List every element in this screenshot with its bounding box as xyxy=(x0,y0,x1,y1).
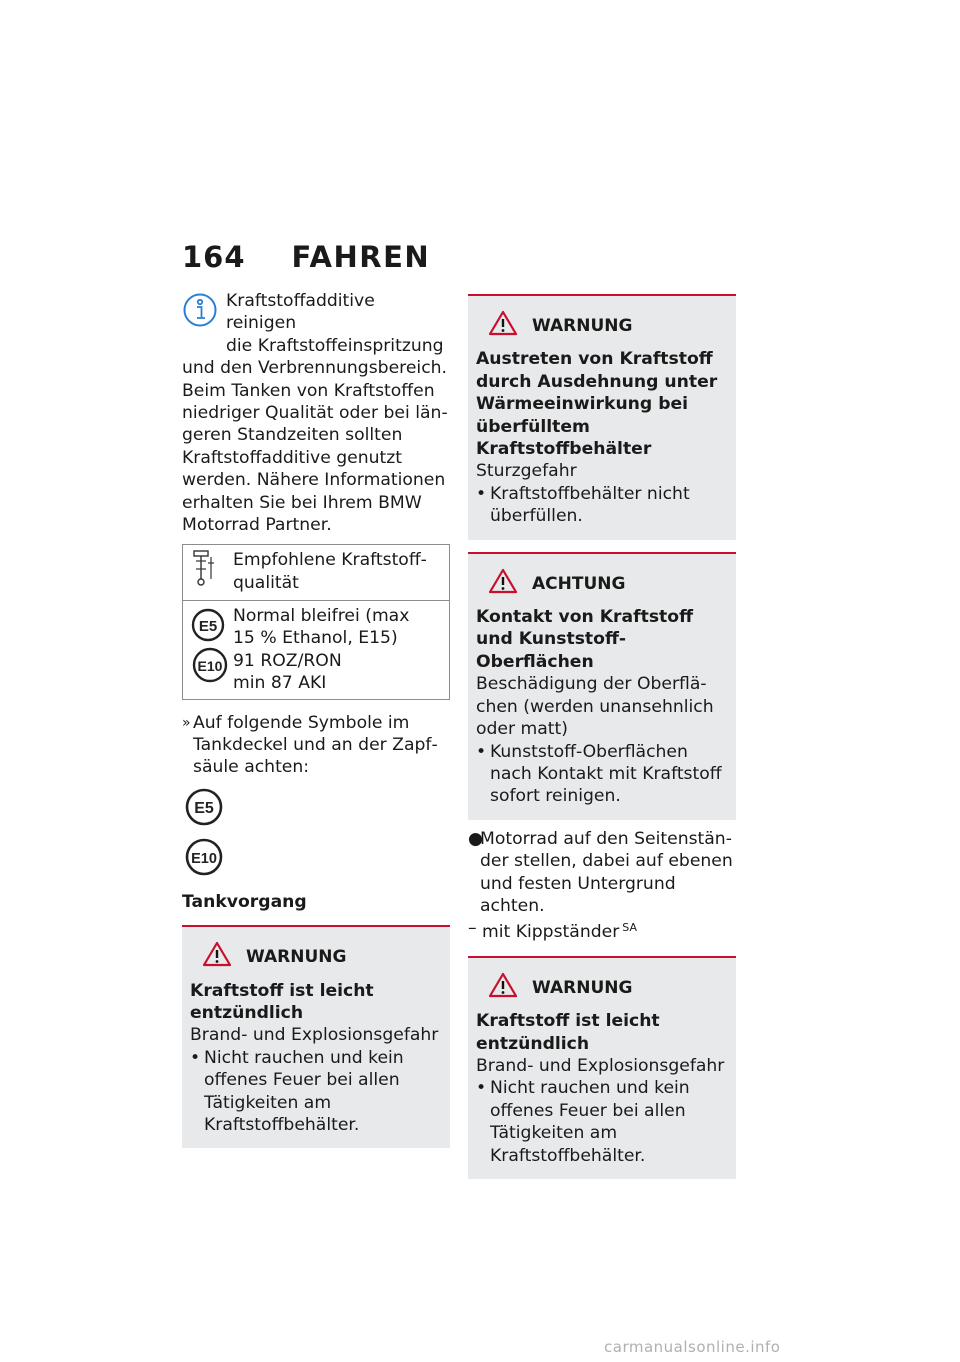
bullet-mark: • xyxy=(476,741,487,762)
step-check-symbols xyxy=(182,712,450,779)
section-heading: Tankvorgang xyxy=(182,891,307,912)
special-equipment-badge: SA xyxy=(622,921,637,935)
e5-text: E5 xyxy=(194,799,214,817)
table-e10-text: E10 xyxy=(197,657,223,674)
warning-triangle-icon xyxy=(202,941,232,973)
notice-title: Kraftstoff ist leicht entzündlich xyxy=(190,980,374,1023)
watermark: carmanualsonline.info xyxy=(604,1338,781,1356)
notice-hazard: Brand- und Explosionsgefahr xyxy=(190,1025,439,1046)
info-icon xyxy=(182,292,218,334)
notice-header xyxy=(476,310,728,342)
fuel-quality-table xyxy=(182,544,450,699)
notice-label: WARNUNG xyxy=(246,947,347,968)
warning-box-fire xyxy=(182,925,450,1148)
bullet-text: Nicht rauchen und kein offenes Feuer bei allen Tätigkeiten am Kraftstoffbehälter. xyxy=(490,1078,690,1166)
notice-bullet xyxy=(476,1077,728,1167)
notice-bullet xyxy=(476,741,728,808)
notice-title: Kontakt von Kraftstoff und Kunststoff-Oberflächen xyxy=(476,607,694,672)
info-line-1: Kraftstoffadditive reinigen xyxy=(226,291,375,334)
info-text: und den Verbrennungsbereich. Beim Tanken von Kraftstoffen niedriger Qualität oder bei längeren Standzeiten sollten Kraftstoffadditive genutzt werden. Nähere Informationen erhalten Sie bei Ihrem BMW Motorrad Partner. xyxy=(182,358,448,536)
warning-box-overfill xyxy=(468,294,736,540)
step-marker: » xyxy=(182,714,191,731)
notice-header xyxy=(476,972,728,1004)
fuel-icons-cell xyxy=(183,600,232,699)
notice-bullet xyxy=(190,1047,442,1137)
step-text: Auf folgende Symbole im Tankdeckel und an der Zapfsäule achten: xyxy=(193,712,438,778)
right-column xyxy=(468,294,736,1179)
page-header xyxy=(182,240,430,274)
caution-triangle-icon xyxy=(488,568,518,600)
warning-box-fire-2 xyxy=(468,956,736,1179)
notice-hazard: Brand- und Explosionsgefahr xyxy=(476,1055,725,1076)
info-line-2: die Kraftstoffeinspritzung xyxy=(226,335,444,356)
table-e5-text: E5 xyxy=(198,617,218,635)
bullet-mark: • xyxy=(190,1047,201,1068)
instruction-option xyxy=(468,917,736,943)
option-label: mit Kippständer xyxy=(482,922,620,943)
bullet-mark: • xyxy=(476,1078,487,1099)
fuel-spec-line-3: 91 ROZ/RON xyxy=(233,650,342,671)
caution-box-plastic xyxy=(468,552,736,820)
instruction-text: Motorrad auf den Seitenständer stellen, dabei auf ebenen und festen Untergrund achten. xyxy=(480,828,733,916)
notice-label: WARNUNG xyxy=(532,977,633,998)
notice-title: Kraftstoff ist leicht entzündlich xyxy=(476,1011,660,1054)
bullet-text: Nicht rauchen und kein offenes Feuer bei allen Tätigkeiten am Kraftstoffbehälter. xyxy=(204,1047,404,1135)
notice-header xyxy=(190,941,442,973)
warning-triangle-icon xyxy=(488,972,518,1004)
notice-title: Austreten von Kraftstoff durch Ausdehnung unter Wärmeeinwirkung bei überfülltem Kraftstoffbehälter xyxy=(476,349,718,460)
fuel-spec-line-4: min 87 AKI xyxy=(233,673,327,694)
page-number: 164 xyxy=(182,240,246,274)
notice-label: WARNUNG xyxy=(532,316,633,336)
bullet-text: Kraftstoffbehälter nicht überfüllen. xyxy=(490,483,690,527)
fuel-gauge-icon xyxy=(191,574,219,594)
fuel-pump-icon-cell xyxy=(183,545,232,600)
fuel-spec-line-2: 15 % Ethanol, E15) xyxy=(233,628,398,649)
warning-triangle-icon xyxy=(488,310,518,342)
table-row xyxy=(183,600,450,699)
instruction-dot: ● xyxy=(468,828,483,849)
e10-icon xyxy=(184,837,224,877)
e5-e10-label-icon xyxy=(191,605,229,685)
fuel-symbols xyxy=(184,787,450,877)
e10-text: E10 xyxy=(191,850,217,867)
option-text xyxy=(482,917,637,943)
notice-label: ACHTUNG xyxy=(532,573,626,594)
fuel-table-header: Empfohlene Kraftstoffqualität xyxy=(231,545,450,600)
fuel-spec-line-1: Normal bleifrei (max xyxy=(233,605,410,626)
notice-bullet xyxy=(476,483,728,528)
fuel-spec xyxy=(231,600,450,699)
instruction-sidestand xyxy=(468,828,736,918)
notice-hazard: Sturzgefahr xyxy=(476,461,577,482)
left-column xyxy=(182,290,450,1148)
option-dash: – xyxy=(468,918,477,939)
e5-icon xyxy=(184,787,224,827)
info-note xyxy=(182,290,450,536)
bullet-mark: • xyxy=(476,483,487,504)
chapter-title: FAHREN xyxy=(291,240,431,274)
notice-hazard: Beschädigung der Oberflächen (werden unansehnlich oder matt) xyxy=(476,674,714,740)
notice-header xyxy=(476,568,728,600)
table-row xyxy=(183,545,450,600)
bullet-text: Kunststoff-Oberflächen nach Kontakt mit Kraftstoff sofort reinigen. xyxy=(490,741,722,807)
